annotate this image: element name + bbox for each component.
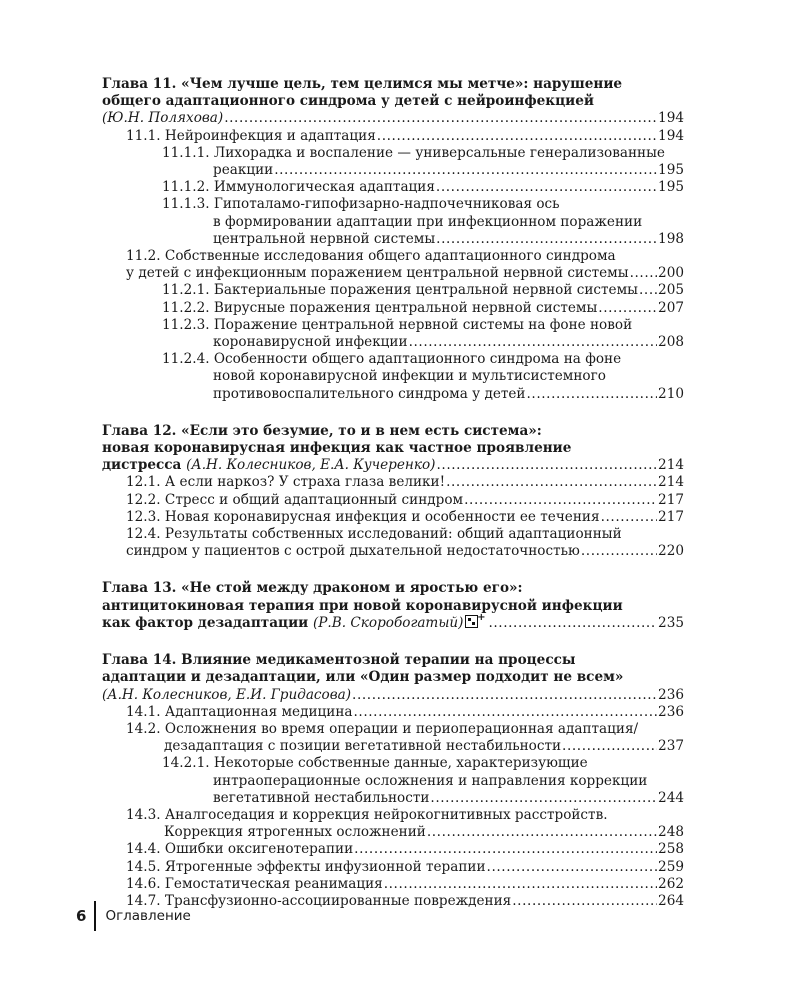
section-entry[interactable]: 14.7. Трансфузионно-ассоциированные повреждения ..... 264 <box>102 893 684 910</box>
section-entry[interactable]: 14.4. Ошибки оксигенотерапии ..... 258 <box>102 841 684 858</box>
subsection-entry[interactable]: 14.2.1. Некоторые собственные данные, характеризующие <box>162 755 588 772</box>
subsection-entry[interactable]: 11.2.2. Вирусные поражения центральной нервной системы ..... 207 <box>102 300 684 317</box>
section-entry[interactable]: 14.1. Адаптационная медицина ..... 236 <box>102 704 684 721</box>
subsection-entry[interactable]: 11.1.1. Лихорадка и воспаление — универсальные генерализованные <box>162 144 665 161</box>
qr-code-icon[interactable] <box>465 615 478 628</box>
subsection-entry[interactable]: 11.2.4. Особенности общего адаптационного синдрома на фоне <box>162 351 622 368</box>
subsection-entry[interactable]: новой коронавирусной инфекции и мультисистемного <box>213 368 606 385</box>
subsection-entry[interactable]: противовоспалительного синдрома у детей ..... 210 <box>102 386 684 403</box>
section-entry[interactable]: синдром у пациентов с острой дыхательной недостаточностью ..... 220 <box>102 543 684 560</box>
section-entry[interactable]: Коррекция ятрогенных осложнений ..... 248 <box>102 824 684 841</box>
section-entry[interactable]: 12.2. Стресс и общий адаптационный синдром ..... 217 <box>102 492 684 509</box>
chapter-title[interactable]: Глава 12. «Если это безумие, то и в нем есть система»: <box>102 422 542 439</box>
subsection-entry[interactable]: 11.2.1. Бактериальные поражения центральной нервной системы ..... 205 <box>102 282 684 299</box>
subsection-entry[interactable]: центральной нервной системы ..... 198 <box>102 231 684 248</box>
footer-divider <box>94 901 96 931</box>
subsection-entry[interactable]: интраоперационные осложнения и направления коррекции <box>213 772 648 789</box>
chapter-title[interactable]: адаптации и дезадаптации, или «Один размер подходит не всем» <box>102 669 624 686</box>
section-entry[interactable]: 14.3. Аналгоседация и коррекция нейрокогнитивных расстройств. <box>126 806 608 823</box>
chapter-title[interactable]: Глава 11. «Чем лучше цель, тем целимся мы метче»: нарушение <box>102 76 623 92</box>
chapter-title[interactable]: Глава 13. «Не стой между драконом и яростью его»: <box>102 580 523 597</box>
subsection-entry[interactable]: в формировании адаптации при инфекционном поражении <box>213 213 643 230</box>
section-entry[interactable]: 12.1. А если наркоз? У страха глаза велики! ..... 214 <box>102 474 684 491</box>
subsection-entry[interactable]: реакции ..... 195 <box>102 162 684 179</box>
section-entry[interactable]: 11.2. Собственные исследования общего адаптационного синдрома <box>126 248 616 265</box>
footer-label: Оглавление <box>105 908 191 924</box>
chapter-entry[interactable]: дистресса (А.Н. Колесников, Е.А. Кучеренко) ..... 214 <box>102 457 684 474</box>
chapter-entry[interactable]: как фактор дезадаптации (Р.В. Скоробогатый)+ ..... 235 <box>102 615 684 632</box>
chapter-title[interactable]: антицитокиновая терапия при новой коронавирусной инфекции <box>102 597 623 614</box>
section-entry[interactable]: 14.6. Гемостатическая реанимация ..... 262 <box>102 876 684 893</box>
chapter-entry[interactable]: (А.Н. Колесников, Е.И. Гридасова) ..... 236 <box>102 687 684 704</box>
section-entry[interactable]: 14.5. Ятрогенные эффекты инфузионной терапии ..... 259 <box>102 859 684 876</box>
subsection-entry[interactable]: 11.2.3. Поражение центральной нервной системы на фоне новой <box>162 316 633 333</box>
section-entry[interactable]: 12.3. Новая коронавирусная инфекция и особенности ее течения ..... 217 <box>102 509 684 526</box>
page-number: 194 <box>658 110 684 127</box>
page-footer <box>76 905 191 927</box>
table-of-contents <box>102 76 684 910</box>
section-entry[interactable]: 11.1. Нейроинфекция и адаптация ..... 194 <box>102 128 684 145</box>
chapter-entry[interactable]: (Ю.Н. Поляхова) ..... 194 <box>102 110 684 127</box>
subsection-entry[interactable]: вегетативной нестабильности ..... 244 <box>102 790 684 807</box>
footer-page-number: 6 <box>76 907 87 925</box>
section-entry[interactable]: 14.2. Осложнения во время операции и периоперационная адаптация/ <box>126 720 639 737</box>
subsection-entry[interactable]: 11.1.2. Иммунологическая адаптация ..... 195 <box>102 179 684 196</box>
chapter-title[interactable]: общего адаптационного синдрома у детей с нейроинфекцией <box>102 93 594 110</box>
section-entry[interactable]: 12.4. Результаты собственных исследований: общий адаптационный <box>126 526 622 543</box>
chapter-title[interactable]: Глава 14. Влияние медикаментозной терапии на процессы <box>102 652 576 669</box>
chapter-title[interactable]: новая коронавирусная инфекция как частное проявление <box>102 440 572 457</box>
section-entry[interactable]: дезадаптация с позиции вегетативной нестабильности ..... 237 <box>102 738 684 755</box>
subsection-entry[interactable]: 11.1.3. Гипоталамо-гипофизарно-надпочечниковая ось <box>162 196 560 213</box>
section-entry[interactable]: у детей с инфекционным поражением центральной нервной системы ..... 200 <box>102 265 684 282</box>
subsection-entry[interactable]: коронавирусной инфекции ..... 208 <box>102 334 684 351</box>
